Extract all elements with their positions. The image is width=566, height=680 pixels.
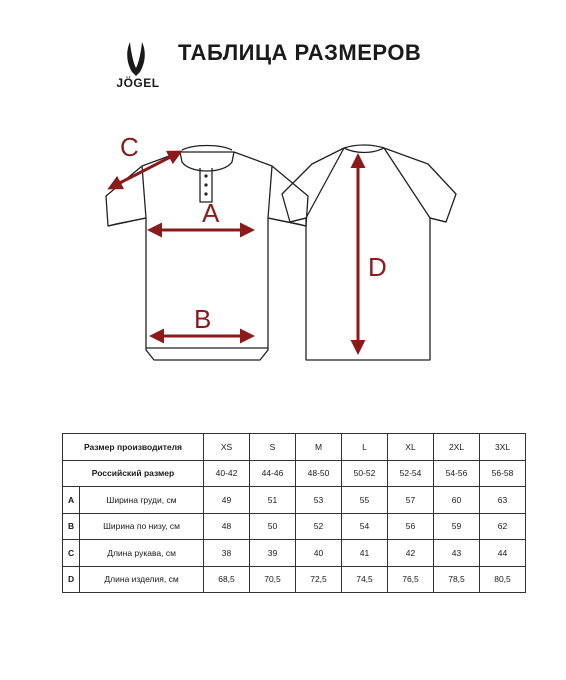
manufacturer-size-label: Размер производителя: [63, 434, 204, 461]
table-cell: 48: [204, 513, 250, 540]
table-cell: 52: [296, 513, 342, 540]
russian-size-cell: 40-42: [204, 460, 250, 487]
table-cell: 56: [388, 513, 434, 540]
table-cell: 44: [480, 540, 526, 567]
russian-size-cell: 44-46: [250, 460, 296, 487]
table-cell: 41: [342, 540, 388, 567]
table-cell: 59: [434, 513, 480, 540]
table-cell: 68,5: [204, 566, 250, 593]
table-row: [63, 487, 526, 514]
table-cell: 40: [296, 540, 342, 567]
table-cell: 51: [250, 487, 296, 514]
row-letter: D: [63, 566, 80, 593]
table-cell: 42: [388, 540, 434, 567]
row-letter: B: [63, 513, 80, 540]
table-cell: 53: [296, 487, 342, 514]
russian-size-label: Российский размер: [63, 460, 204, 487]
russian-size-cell: 52-54: [388, 460, 434, 487]
table-cell: 39: [250, 540, 296, 567]
label-d: D: [368, 252, 387, 282]
row-letter: C: [63, 540, 80, 567]
label-c: C: [120, 132, 139, 162]
table-cell: 62: [480, 513, 526, 540]
size-table: [62, 433, 526, 593]
table-cell: 78,5: [434, 566, 480, 593]
table-row: [63, 460, 526, 487]
row-label: Длина изделия, см: [80, 566, 204, 593]
page-title: ТАБЛИЦА РАЗМЕРОВ: [178, 40, 422, 65]
measure-arrows: [110, 152, 358, 352]
size-header: XL: [388, 434, 434, 461]
table-cell: 38: [204, 540, 250, 567]
russian-size-cell: 50-52: [342, 460, 388, 487]
russian-size-cell: 54-56: [434, 460, 480, 487]
table-cell: 76,5: [388, 566, 434, 593]
table-cell: 50: [250, 513, 296, 540]
russian-size-cell: 48-50: [296, 460, 342, 487]
table-cell: 54: [342, 513, 388, 540]
table-cell: 49: [204, 487, 250, 514]
table-cell: 55: [342, 487, 388, 514]
table-cell: 63: [480, 487, 526, 514]
size-header: XS: [204, 434, 250, 461]
table-cell: 57: [388, 487, 434, 514]
table-header-row: [63, 434, 526, 461]
row-letter: A: [63, 487, 80, 514]
size-header: M: [296, 434, 342, 461]
table-cell: 70,5: [250, 566, 296, 593]
label-b: B: [194, 304, 212, 334]
russian-size-cell: 56-58: [480, 460, 526, 487]
front-buttons: [204, 174, 207, 195]
size-header: 2XL: [434, 434, 480, 461]
table-row: [63, 540, 526, 567]
table-row: [63, 513, 526, 540]
brand-name: JÖGEL: [116, 76, 160, 90]
table-row: [63, 566, 526, 593]
row-label: Ширина груди, см: [80, 487, 204, 514]
table-cell: 72,5: [296, 566, 342, 593]
table-cell: 74,5: [342, 566, 388, 593]
row-label: Длина рукава, см: [80, 540, 204, 567]
size-header: L: [342, 434, 388, 461]
row-label: Ширина по низу, см: [80, 513, 204, 540]
label-a: A: [202, 198, 220, 228]
size-header: S: [250, 434, 296, 461]
table-cell: 80,5: [480, 566, 526, 593]
size-header: 3XL: [480, 434, 526, 461]
shirt-diagram: [0, 110, 566, 410]
table-cell: 60: [434, 487, 480, 514]
table-cell: 43: [434, 540, 480, 567]
